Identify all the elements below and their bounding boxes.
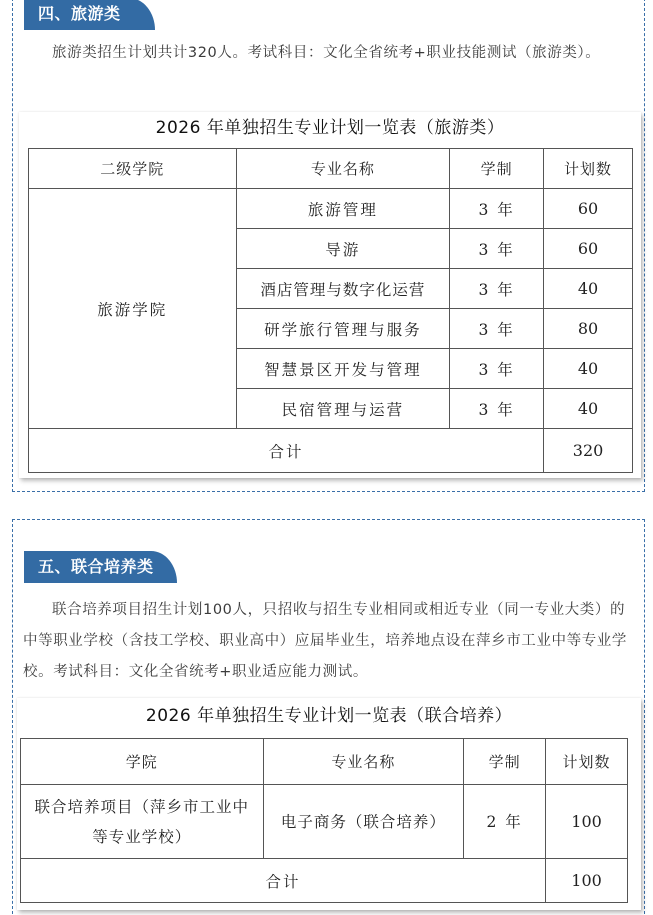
plan-cell: 80 [544, 309, 633, 349]
header-college: 二级学院 [29, 149, 237, 189]
header-plan: 计划数 [546, 739, 628, 785]
table-title: 2026 年单独招生专业计划一览表（联合培养） [145, 706, 513, 726]
table-header-row [29, 149, 633, 189]
header-major: 专业名称 [236, 149, 450, 189]
plan-cell: 40 [544, 349, 633, 389]
major-cell: 民宿管理与运营 [236, 389, 450, 429]
major-cell: 酒店管理与数字化运营 [236, 269, 450, 309]
section-tourism [12, 0, 645, 492]
section-heading: 四、旅游类 [24, 0, 155, 30]
table-title: 2026 年单独招生专业计划一览表（旅游类） [155, 118, 505, 138]
enrollment-plan-table [28, 148, 633, 473]
duration-cell: 3 年 [450, 269, 544, 309]
header-duration: 学制 [450, 149, 544, 189]
major-cell: 研学旅行管理与服务 [236, 309, 450, 349]
section-description: 联合培养项目招生计划100人，只招收与招生专业相同或相近专业（同一专业大类）的中等职业学校（含技工学校、职业高中）应届毕业生，培养地点设在萍乡市工业中等专业学校。考试科目：文化全省统考+职业适应能力测试。 [23, 602, 627, 680]
plan-cell: 60 [544, 229, 633, 269]
table-header-row [21, 739, 628, 785]
plan-table-card [19, 112, 641, 478]
table-row [21, 785, 628, 859]
plan-table-card [17, 698, 641, 910]
major-cell: 智慧景区开发与管理 [236, 349, 450, 389]
plan-cell: 40 [544, 389, 633, 429]
major-cell: 旅游管理 [236, 189, 450, 229]
college-cell: 联合培养项目（萍乡市工业中等专业学校） [21, 785, 264, 859]
duration-cell: 3 年 [450, 229, 544, 269]
major-cell: 电子商务（联合培养） [263, 785, 464, 859]
duration-cell: 3 年 [450, 309, 544, 349]
total-value: 100 [546, 859, 628, 903]
header-college: 学院 [21, 739, 264, 785]
total-row [29, 429, 633, 473]
section-joint-training [12, 519, 645, 915]
header-plan: 计划数 [544, 149, 633, 189]
college-cell: 旅游学院 [29, 189, 237, 429]
table-row [29, 189, 633, 229]
total-value: 320 [544, 429, 633, 473]
duration-cell: 2 年 [464, 785, 546, 859]
enrollment-plan-table [20, 738, 628, 903]
plan-cell: 60 [544, 189, 633, 229]
duration-cell: 3 年 [450, 389, 544, 429]
plan-cell: 100 [546, 785, 628, 859]
total-label: 合计 [21, 859, 546, 903]
section-description: 旅游类招生计划共计320人。考试科目：文化全省统考+职业技能测试（旅游类）。 [52, 45, 601, 61]
total-row [21, 859, 628, 903]
duration-cell: 3 年 [450, 349, 544, 389]
total-label: 合计 [29, 429, 544, 473]
header-duration: 学制 [464, 739, 546, 785]
major-cell: 导游 [236, 229, 450, 269]
plan-cell: 40 [544, 269, 633, 309]
header-major: 专业名称 [263, 739, 464, 785]
duration-cell: 3 年 [450, 189, 544, 229]
section-heading: 五、联合培养类 [24, 551, 177, 583]
